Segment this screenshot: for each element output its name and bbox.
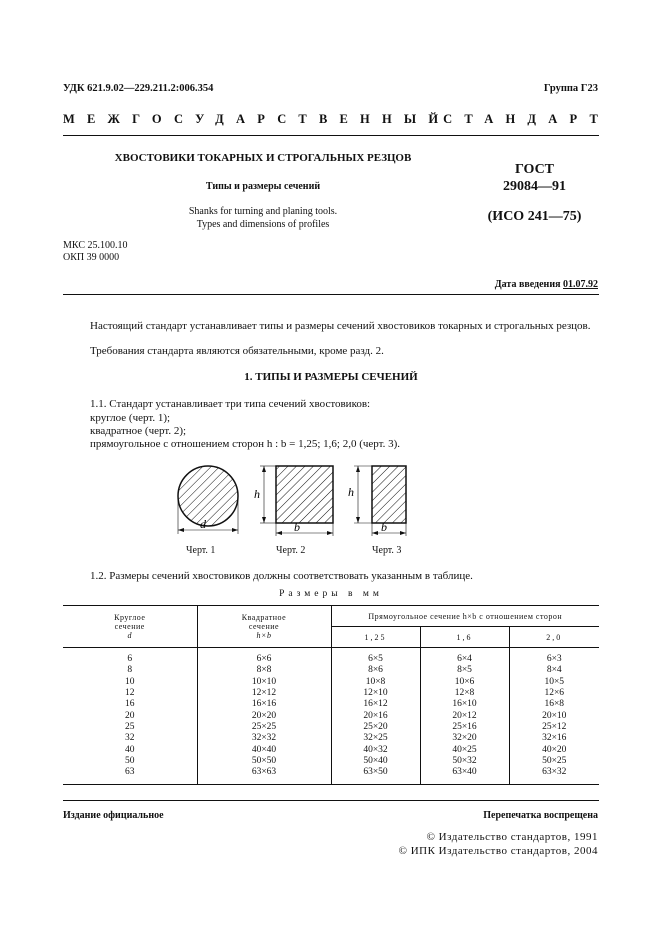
table-cell: 16×16	[197, 699, 331, 710]
document-title: ХВОСТОВИКИ ТОКАРНЫХ И СТРОГАЛЬНЫХ РЕЗЦОВ	[114, 152, 412, 164]
table-cell: 12×6	[544, 688, 565, 699]
group-code: Группа Г23	[543, 83, 598, 94]
header-rectangular: Прямоугольное сечение h×b с отношением сторон	[331, 606, 599, 627]
header-ratio-2: 1,6	[420, 627, 509, 648]
table-row	[63, 699, 599, 710]
round-section-drawing	[178, 466, 238, 534]
table-cell: 40×32	[331, 744, 420, 755]
type-round: круглое (черт. 1);	[90, 412, 171, 424]
introduction-date-label: Дата введения	[494, 279, 561, 290]
table-cell: 50×40	[331, 756, 420, 767]
table-cell: 8×5	[420, 665, 509, 676]
table-cell: 16×8	[544, 699, 565, 710]
table-cell: 10	[63, 677, 197, 688]
table-row	[63, 767, 599, 785]
rect-width-label: b	[381, 520, 387, 534]
table-cell: 12×8	[420, 688, 509, 699]
table-row	[63, 688, 599, 699]
table-cell: 6	[63, 648, 197, 666]
table-cell: 50×25	[542, 755, 567, 766]
table-cell: 25×16	[420, 722, 509, 733]
table-cell: 63×40	[420, 767, 509, 785]
header-square-line-2: сечение	[248, 622, 280, 631]
table-cell: 16×12	[331, 699, 420, 710]
header-round-line-3: d	[127, 631, 132, 640]
document-subtitle: Типы и размеры сечений	[205, 181, 321, 192]
rectangular-section-drawing	[348, 466, 406, 536]
table-cell: 20×16	[331, 710, 420, 721]
table-cell: 25×20	[331, 722, 420, 733]
standard-heading: СТАНДАРТ	[443, 112, 610, 126]
table-cell: 32×16	[542, 733, 567, 744]
table-cell: 32×25	[331, 733, 420, 744]
table-cell: 32×20	[420, 733, 509, 744]
mks-code: МКС 25.100.10	[63, 240, 128, 251]
table-cell: 10×8	[331, 677, 420, 688]
table-cell: 40×25	[420, 744, 509, 755]
english-title	[63, 205, 463, 231]
table-cell: 10×10	[197, 677, 331, 688]
header-ratio-3: 2,0	[546, 632, 563, 642]
section-title: 1. ТИПЫ И РАЗМЕРЫ СЕЧЕНИЙ	[244, 371, 418, 383]
table-cell: 8	[63, 665, 197, 676]
table-cell: 8×8	[197, 665, 331, 676]
table-cell: 50×32	[420, 756, 509, 767]
table-cell: 40×20	[542, 744, 567, 755]
copyright-1991: © Издательство стандартов, 1991	[426, 831, 598, 843]
table-row	[63, 677, 599, 688]
square-height-label: h	[254, 487, 260, 501]
table-cell: 50×50	[197, 756, 331, 767]
table-row	[63, 648, 599, 666]
header-round-line-1: Круглое	[114, 613, 146, 622]
table-cell: 20×20	[197, 710, 331, 721]
table-cell: 6×5	[331, 648, 420, 666]
table-row	[63, 733, 599, 744]
figure-1-caption: Черт. 1	[186, 545, 216, 556]
table-body	[63, 648, 599, 785]
table-cell: 63×50	[331, 767, 420, 785]
table-caption: Размеры в мм	[279, 589, 383, 599]
figure-3-caption: Черт. 3	[372, 545, 402, 556]
table-cell: 16	[63, 699, 197, 710]
table-cell: 8×6	[331, 665, 420, 676]
gost-label: ГОСТ	[514, 162, 555, 177]
header-square-line-1: Квадратное	[241, 613, 287, 622]
english-title-line-2: Types and dimensions of profiles	[196, 219, 330, 230]
header-square	[197, 606, 331, 648]
square-section-drawing	[254, 466, 333, 536]
table-row	[63, 756, 599, 767]
introduction-date	[495, 279, 598, 290]
table-cell: 32×32	[197, 733, 331, 744]
table-cell: 50	[63, 756, 197, 767]
introduction-date-value: 01.07.92	[563, 279, 598, 290]
footer-rule	[63, 800, 599, 801]
type-rectangular: прямоугольное с отношением сторон h : b = 1,25; 1,6; 2,0 (черт. 3).	[90, 438, 401, 450]
header-round	[63, 606, 197, 648]
clause-1-1: 1.1. Стандарт устанавливает три типа сечений хвостовиков:	[90, 398, 371, 410]
table-cell: 8×4	[546, 665, 562, 676]
classification-codes	[63, 240, 127, 264]
table-cell: 40	[63, 744, 197, 755]
table-cell: 20×12	[420, 710, 509, 721]
table-cell: 10×6	[420, 677, 509, 688]
gost-number	[470, 161, 599, 195]
table-cell: 25×25	[197, 722, 331, 733]
date-rule	[63, 294, 599, 295]
header-round-line-2: сечение	[114, 622, 145, 631]
square-width-label: b	[294, 520, 300, 534]
table-cell: 32	[63, 733, 197, 744]
header-rule	[63, 135, 599, 136]
table-cell: 10×5	[544, 676, 565, 687]
table-cell: 12×12	[197, 688, 331, 699]
rect-height-label: h	[348, 485, 354, 499]
diameter-label: d	[200, 517, 206, 531]
table-cell: 63×32	[542, 767, 567, 778]
section-drawings	[160, 458, 430, 558]
table-row	[63, 744, 599, 755]
paragraph-intro: Настоящий стандарт устанавливает типы и размеры сечений хвостовиков токарных и строгальных резцов.	[90, 320, 591, 332]
header-ratio-1: 1,25	[331, 627, 420, 648]
reprint-notice: Перепечатка воспрещена	[483, 810, 598, 821]
table-cell: 16×10	[420, 699, 509, 710]
edition-label: Издание официальное	[63, 810, 164, 821]
type-square: квадратное (черт. 2);	[90, 425, 187, 437]
table-row	[63, 665, 599, 676]
table-cell: 63×63	[197, 767, 331, 785]
table-cell: 20×10	[542, 710, 567, 721]
clause-1-2: 1.2. Размеры сечений хвостовиков должны соответствовать указанным в таблице.	[90, 570, 473, 582]
table-row	[63, 722, 599, 733]
figure-2-caption: Черт. 2	[276, 545, 306, 556]
gost-code: 29084—91	[503, 179, 566, 194]
table-cell: 6×6	[197, 648, 331, 666]
interstate-heading: МЕЖГОСУДАРСТВЕННЫЙ	[63, 112, 451, 126]
table-row	[63, 710, 599, 721]
table-cell: 6×3	[546, 654, 562, 665]
sizes-table	[63, 605, 599, 785]
table-cell: 25	[63, 722, 197, 733]
paragraph-requirements: Требования стандарта являются обязательными, кроме разд. 2.	[90, 345, 384, 357]
udk-code: УДК 621.9.02—229.211.2:006.354	[63, 83, 214, 94]
copyright-2004: © ИПК Издательство стандартов, 2004	[398, 845, 598, 857]
english-title-line-1: Shanks for turning and planing tools.	[188, 206, 338, 217]
table-cell: 25×12	[542, 721, 567, 732]
table-cell: 20	[63, 710, 197, 721]
header-square-line-3: h×b	[256, 631, 272, 640]
table-cell: 63	[63, 767, 197, 785]
okp-code: ОКП 39 0000	[63, 252, 120, 263]
table-cell: 12	[63, 688, 197, 699]
table-cell: 40×40	[197, 744, 331, 755]
copyright	[399, 830, 598, 858]
table-cell: 12×10	[331, 688, 420, 699]
iso-reference: (ИСО 241—75)	[487, 209, 582, 224]
table-cell: 6×4	[420, 648, 509, 666]
